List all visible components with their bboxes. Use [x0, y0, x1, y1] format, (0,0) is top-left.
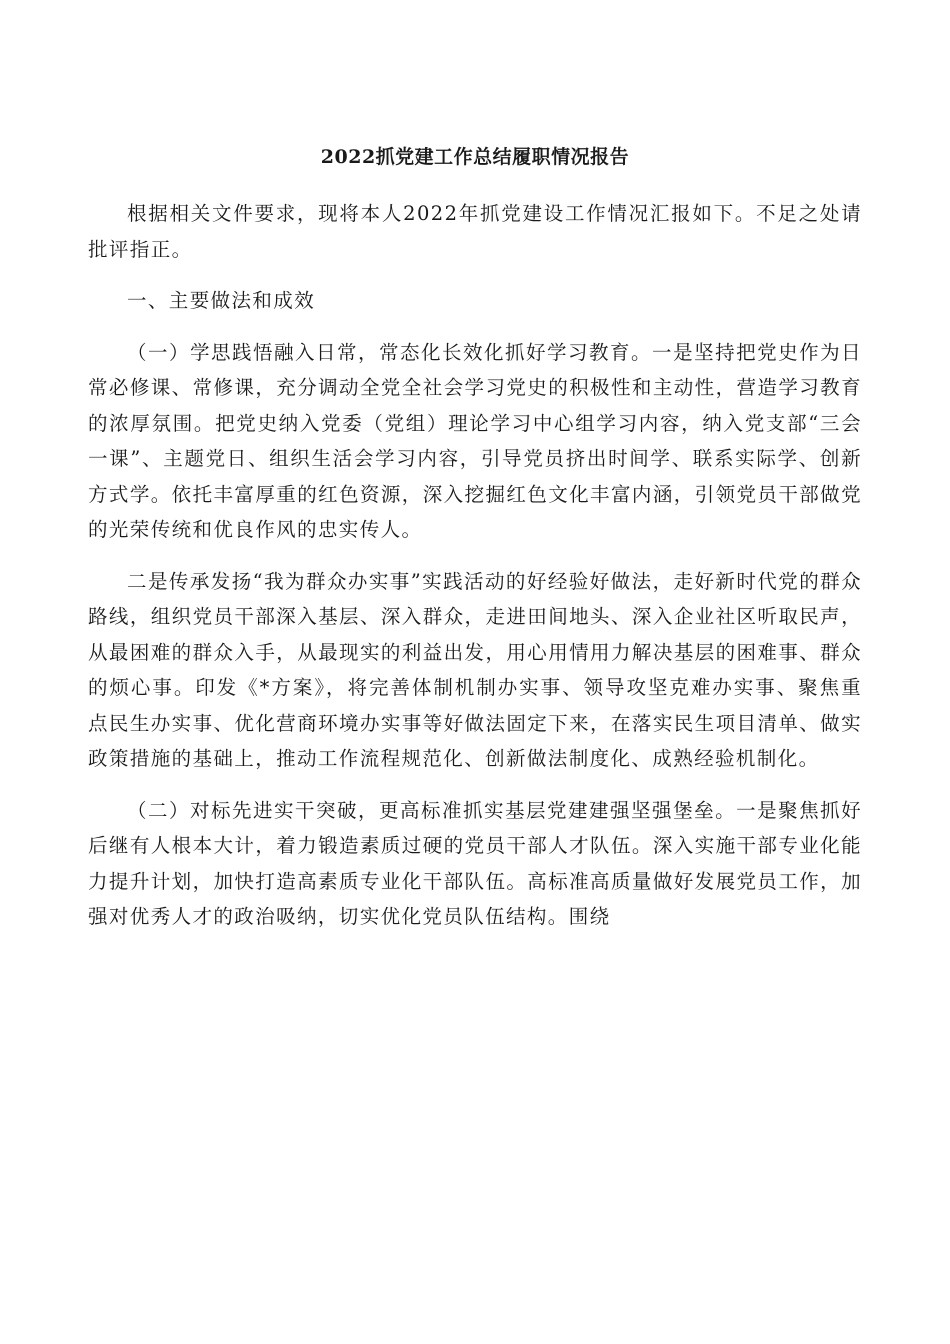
paragraph-grassroots-party-building: （二）对标先进实干突破，更高标准抓实基层党建建强坚强堡垒。一是聚焦抓好后继有人根本大计，着力锻造素质过硬的党员干部人才队伍。深入实施干部专业化能力提升计划，加快打造高素质专业化干部队伍。高标准高质量做好发展党员工作，加强对优秀人才的政治吸纳，切实优化党员队伍结构。围绕	[88, 798, 862, 928]
paragraph-study-education: （一）学思践悟融入日常，常态化长效化抓好学习教育。一是坚持把党史作为日常必修课、常修课，充分调动全党全社会学习党史的积极性和主动性，营造学习教育的浓厚氛围。把党史纳入党委（党组）理论学习中心组学习内容，纳入党支部“三会一课”、主题党日、组织生活会学习内容，引导党员挤出时间学、联系实际学、创新方式学。依托丰富厚重的红色资源，深入挖掘红色文化丰富内涵，引领党员干部做党的光荣传统和优良作风的忠实传人。	[88, 340, 862, 541]
document-body	[88, 196, 862, 951]
section-heading-1: 一、主要做法和成效	[127, 289, 316, 312]
document-title: 2022抓党建工作总结履职情况报告	[320, 146, 630, 168]
paragraph-intro: 根据相关文件要求，现将本人2022年抓党建设工作情况汇报如下。不足之处请批评指正。	[88, 202, 862, 261]
paragraph-serve-masses: 二是传承发扬“我为群众办实事”实践活动的好经验好做法，走好新时代党的群众路线，组织党员干部深入基层、深入群众，走进田间地头、深入企业社区听取民声，从最困难的群众入手，从最现实的利益出发，用心用情用力解决基层的困难事、群众的烦心事。印发《*方案》，将完善体制机制办实事、领导攻坚克难办实事、聚焦重点民生办实事、优化营商环境办实事等好做法固定下来，在落实民生项目清单、做实政策措施的基础上，推动工作流程规范化、创新做法制度化、成熟经验机制化。	[88, 569, 862, 770]
